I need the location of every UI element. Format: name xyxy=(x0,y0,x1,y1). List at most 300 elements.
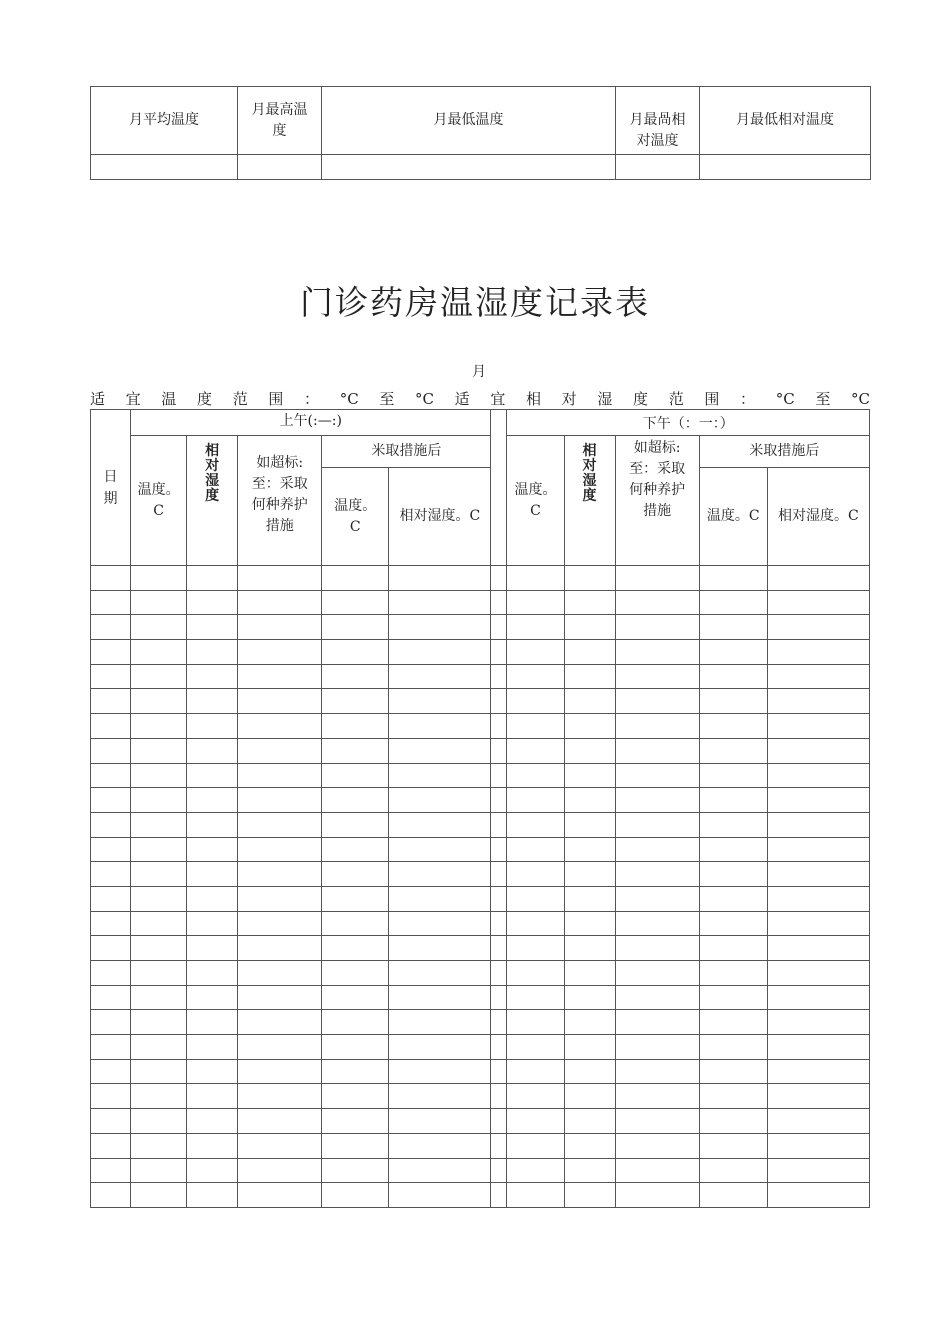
record-cell[interactable] xyxy=(91,862,131,887)
record-cell[interactable] xyxy=(507,1133,564,1158)
record-cell[interactable] xyxy=(238,590,322,615)
record-cell[interactable] xyxy=(699,615,767,640)
record-cell[interactable] xyxy=(131,763,187,788)
record-cell[interactable] xyxy=(507,1109,564,1134)
record-cell[interactable] xyxy=(238,936,322,961)
record-cell[interactable] xyxy=(187,812,238,837)
record-cell[interactable] xyxy=(699,1158,767,1183)
record-cell[interactable] xyxy=(767,812,869,837)
record-cell[interactable] xyxy=(238,1059,322,1084)
record-cell[interactable] xyxy=(131,1035,187,1060)
record-cell[interactable] xyxy=(187,961,238,986)
record-cell[interactable] xyxy=(564,886,615,911)
record-cell[interactable] xyxy=(615,812,699,837)
record-cell[interactable] xyxy=(238,862,322,887)
record-cell[interactable] xyxy=(131,862,187,887)
record-cell[interactable] xyxy=(187,788,238,813)
summary-cell[interactable] xyxy=(91,155,238,180)
record-cell[interactable] xyxy=(187,985,238,1010)
record-cell[interactable] xyxy=(238,738,322,763)
record-cell[interactable] xyxy=(615,911,699,936)
record-cell[interactable] xyxy=(389,615,491,640)
record-cell[interactable] xyxy=(699,862,767,887)
record-cell[interactable] xyxy=(699,788,767,813)
record-cell[interactable] xyxy=(564,714,615,739)
record-cell[interactable] xyxy=(389,936,491,961)
record-cell[interactable] xyxy=(507,936,564,961)
record-cell[interactable] xyxy=(767,1183,869,1208)
record-cell[interactable] xyxy=(699,1059,767,1084)
record-row xyxy=(91,862,870,887)
record-cell[interactable] xyxy=(615,886,699,911)
column-gap xyxy=(491,936,507,961)
record-cell[interactable] xyxy=(564,1109,615,1134)
record-cell[interactable] xyxy=(131,714,187,739)
record-cell[interactable] xyxy=(91,961,131,986)
record-cell[interactable] xyxy=(564,1035,615,1060)
record-cell[interactable] xyxy=(238,886,322,911)
record-cell[interactable] xyxy=(564,788,615,813)
record-cell[interactable] xyxy=(564,689,615,714)
record-cell[interactable] xyxy=(767,714,869,739)
record-cell[interactable] xyxy=(238,837,322,862)
record-cell[interactable] xyxy=(91,1183,131,1208)
record-cell[interactable] xyxy=(131,590,187,615)
record-cell[interactable] xyxy=(507,812,564,837)
record-cell[interactable] xyxy=(767,1133,869,1158)
record-cell[interactable] xyxy=(699,1133,767,1158)
record-cell[interactable] xyxy=(767,1109,869,1134)
record-cell[interactable] xyxy=(131,788,187,813)
record-cell[interactable] xyxy=(564,961,615,986)
record-cell[interactable] xyxy=(507,1059,564,1084)
record-cell[interactable] xyxy=(389,566,491,591)
record-cell[interactable] xyxy=(91,1035,131,1060)
record-cell[interactable] xyxy=(615,1158,699,1183)
record-cell[interactable] xyxy=(507,911,564,936)
record-cell[interactable] xyxy=(389,640,491,665)
record-cell[interactable] xyxy=(507,714,564,739)
record-cell[interactable] xyxy=(187,862,238,887)
record-cell[interactable] xyxy=(767,911,869,936)
record-cell[interactable] xyxy=(187,1133,238,1158)
record-cell[interactable] xyxy=(131,985,187,1010)
record-cell[interactable] xyxy=(389,714,491,739)
record-cell[interactable] xyxy=(238,689,322,714)
record-cell[interactable] xyxy=(389,1133,491,1158)
record-cell[interactable] xyxy=(187,936,238,961)
record-cell[interactable] xyxy=(507,1035,564,1060)
record-cell[interactable] xyxy=(699,566,767,591)
record-cell[interactable] xyxy=(91,837,131,862)
record-cell[interactable] xyxy=(131,1133,187,1158)
record-cell[interactable] xyxy=(91,640,131,665)
record-cell[interactable] xyxy=(699,812,767,837)
record-cell[interactable] xyxy=(187,886,238,911)
column-gap xyxy=(491,714,507,739)
record-cell[interactable] xyxy=(322,1158,389,1183)
record-cell[interactable] xyxy=(615,640,699,665)
record-cell[interactable] xyxy=(564,1158,615,1183)
record-cell[interactable] xyxy=(564,985,615,1010)
record-cell[interactable] xyxy=(389,837,491,862)
record-cell[interactable] xyxy=(131,911,187,936)
record-cell[interactable] xyxy=(187,1010,238,1035)
record-cell[interactable] xyxy=(131,837,187,862)
record-cell[interactable] xyxy=(564,763,615,788)
record-cell[interactable] xyxy=(238,763,322,788)
record-cell[interactable] xyxy=(322,689,389,714)
record-cell[interactable] xyxy=(767,689,869,714)
range-char: °C xyxy=(339,390,359,408)
record-cell[interactable] xyxy=(187,1084,238,1109)
record-cell[interactable] xyxy=(507,1010,564,1035)
record-cell[interactable] xyxy=(564,615,615,640)
record-cell[interactable] xyxy=(91,1084,131,1109)
record-cell[interactable] xyxy=(615,714,699,739)
record-cell[interactable] xyxy=(389,812,491,837)
record-cell[interactable] xyxy=(564,738,615,763)
record-cell[interactable] xyxy=(615,689,699,714)
record-cell[interactable] xyxy=(389,985,491,1010)
record-cell[interactable] xyxy=(507,1084,564,1109)
record-cell[interactable] xyxy=(322,911,389,936)
record-cell[interactable] xyxy=(238,812,322,837)
record-cell[interactable] xyxy=(767,664,869,689)
record-cell[interactable] xyxy=(91,812,131,837)
record-cell[interactable] xyxy=(238,1109,322,1134)
record-cell[interactable] xyxy=(131,738,187,763)
record-cell[interactable] xyxy=(187,1059,238,1084)
record-cell[interactable] xyxy=(322,985,389,1010)
record-cell[interactable] xyxy=(699,1035,767,1060)
record-cell[interactable] xyxy=(131,886,187,911)
record-cell[interactable] xyxy=(615,961,699,986)
record-cell[interactable] xyxy=(187,590,238,615)
record-cell[interactable] xyxy=(187,837,238,862)
record-cell[interactable] xyxy=(238,1035,322,1060)
record-cell[interactable] xyxy=(91,911,131,936)
summary-cell[interactable] xyxy=(616,155,700,180)
summary-header-max-humidity: 月最咼相对温度 xyxy=(616,87,700,155)
record-cell[interactable] xyxy=(615,615,699,640)
record-cell[interactable] xyxy=(322,1010,389,1035)
record-cell[interactable] xyxy=(131,1183,187,1208)
record-cell[interactable] xyxy=(507,1183,564,1208)
record-cell[interactable] xyxy=(187,1158,238,1183)
record-cell[interactable] xyxy=(187,1183,238,1208)
record-cell[interactable] xyxy=(131,615,187,640)
record-cell[interactable] xyxy=(564,862,615,887)
record-cell[interactable] xyxy=(767,1059,869,1084)
record-cell[interactable] xyxy=(767,936,869,961)
record-cell[interactable] xyxy=(389,1109,491,1134)
record-cell[interactable] xyxy=(615,1133,699,1158)
record-cell[interactable] xyxy=(238,1183,322,1208)
record-cell[interactable] xyxy=(131,1109,187,1134)
record-cell[interactable] xyxy=(322,1183,389,1208)
record-cell[interactable] xyxy=(389,763,491,788)
record-cell[interactable] xyxy=(564,590,615,615)
record-cell[interactable] xyxy=(699,911,767,936)
record-cell[interactable] xyxy=(507,763,564,788)
range-char: ： xyxy=(304,390,320,408)
record-cell[interactable] xyxy=(699,886,767,911)
record-cell[interactable] xyxy=(187,566,238,591)
record-cell[interactable] xyxy=(238,664,322,689)
record-cell[interactable] xyxy=(322,664,389,689)
record-cell[interactable] xyxy=(564,812,615,837)
record-cell[interactable] xyxy=(767,763,869,788)
record-cell[interactable] xyxy=(91,615,131,640)
record-cell[interactable] xyxy=(131,689,187,714)
record-cell[interactable] xyxy=(699,1010,767,1035)
record-cell[interactable] xyxy=(767,615,869,640)
record-cell[interactable] xyxy=(322,738,389,763)
record-cell[interactable] xyxy=(389,961,491,986)
record-cell[interactable] xyxy=(131,566,187,591)
record-cell[interactable] xyxy=(389,1010,491,1035)
record-cell[interactable] xyxy=(507,886,564,911)
record-cell[interactable] xyxy=(322,1059,389,1084)
record-cell[interactable] xyxy=(767,961,869,986)
record-cell[interactable] xyxy=(238,615,322,640)
record-cell[interactable] xyxy=(187,1109,238,1134)
record-cell[interactable] xyxy=(187,1035,238,1060)
record-cell[interactable] xyxy=(767,985,869,1010)
record-cell[interactable] xyxy=(322,812,389,837)
record-cell[interactable] xyxy=(389,1035,491,1060)
record-cell[interactable] xyxy=(767,590,869,615)
record-cell[interactable] xyxy=(615,985,699,1010)
record-cell[interactable] xyxy=(507,566,564,591)
record-cell[interactable] xyxy=(187,714,238,739)
record-cell[interactable] xyxy=(389,788,491,813)
record-cell[interactable] xyxy=(767,862,869,887)
record-cell[interactable] xyxy=(767,1158,869,1183)
record-cell[interactable] xyxy=(91,1158,131,1183)
record-cell[interactable] xyxy=(187,911,238,936)
record-cell[interactable] xyxy=(615,936,699,961)
record-cell[interactable] xyxy=(322,788,389,813)
record-cell[interactable] xyxy=(615,1084,699,1109)
record-cell[interactable] xyxy=(322,763,389,788)
record-cell[interactable] xyxy=(91,1010,131,1035)
record-cell[interactable] xyxy=(91,664,131,689)
record-cell[interactable] xyxy=(767,640,869,665)
record-cell[interactable] xyxy=(131,936,187,961)
record-cell[interactable] xyxy=(699,837,767,862)
record-cell[interactable] xyxy=(187,640,238,665)
record-cell[interactable] xyxy=(322,640,389,665)
record-cell[interactable] xyxy=(389,738,491,763)
record-cell[interactable] xyxy=(615,664,699,689)
record-cell[interactable] xyxy=(507,837,564,862)
summary-cell[interactable] xyxy=(238,155,322,180)
record-cell[interactable] xyxy=(322,936,389,961)
record-cell[interactable] xyxy=(507,615,564,640)
record-cell[interactable] xyxy=(615,738,699,763)
record-cell[interactable] xyxy=(91,1059,131,1084)
record-cell[interactable] xyxy=(91,788,131,813)
record-cell[interactable] xyxy=(564,664,615,689)
record-cell[interactable] xyxy=(389,886,491,911)
record-cell[interactable] xyxy=(91,763,131,788)
record-cell[interactable] xyxy=(507,738,564,763)
afternoon-after-temp-header: 温度。C xyxy=(699,468,767,566)
record-cell[interactable] xyxy=(699,763,767,788)
record-cell[interactable] xyxy=(564,1010,615,1035)
record-cell[interactable] xyxy=(238,1133,322,1158)
record-cell[interactable] xyxy=(507,1158,564,1183)
record-cell[interactable] xyxy=(238,911,322,936)
record-cell[interactable] xyxy=(91,936,131,961)
record-cell[interactable] xyxy=(131,1059,187,1084)
record-cell[interactable] xyxy=(91,738,131,763)
record-cell[interactable] xyxy=(187,763,238,788)
record-cell[interactable] xyxy=(131,1084,187,1109)
record-cell[interactable] xyxy=(767,788,869,813)
record-cell[interactable] xyxy=(238,640,322,665)
record-cell[interactable] xyxy=(322,1084,389,1109)
record-cell[interactable] xyxy=(699,1084,767,1109)
record-cell[interactable] xyxy=(238,985,322,1010)
record-cell[interactable] xyxy=(615,1010,699,1035)
record-cell[interactable] xyxy=(322,1035,389,1060)
record-cell[interactable] xyxy=(615,1109,699,1134)
record-cell[interactable] xyxy=(322,566,389,591)
record-cell[interactable] xyxy=(767,1010,869,1035)
record-cell[interactable] xyxy=(564,1059,615,1084)
record-cell[interactable] xyxy=(322,615,389,640)
record-cell[interactable] xyxy=(767,837,869,862)
record-cell[interactable] xyxy=(91,886,131,911)
record-cell[interactable] xyxy=(389,1158,491,1183)
record-cell[interactable] xyxy=(507,862,564,887)
record-cell[interactable] xyxy=(322,590,389,615)
record-cell[interactable] xyxy=(322,862,389,887)
record-cell[interactable] xyxy=(615,590,699,615)
record-cell[interactable] xyxy=(564,936,615,961)
record-cell[interactable] xyxy=(322,1109,389,1134)
record-cell[interactable] xyxy=(767,886,869,911)
record-cell[interactable] xyxy=(615,1035,699,1060)
record-cell[interactable] xyxy=(615,763,699,788)
record-cell[interactable] xyxy=(91,985,131,1010)
record-cell[interactable] xyxy=(91,1133,131,1158)
record-cell[interactable] xyxy=(389,689,491,714)
record-cell[interactable] xyxy=(564,640,615,665)
record-cell[interactable] xyxy=(507,961,564,986)
record-cell[interactable] xyxy=(699,689,767,714)
record-cell[interactable] xyxy=(131,640,187,665)
record-cell[interactable] xyxy=(699,590,767,615)
record-cell[interactable] xyxy=(615,862,699,887)
record-cell[interactable] xyxy=(615,566,699,591)
record-cell[interactable] xyxy=(507,664,564,689)
record-cell[interactable] xyxy=(389,1059,491,1084)
record-cell[interactable] xyxy=(767,566,869,591)
record-cell[interactable] xyxy=(699,961,767,986)
record-cell[interactable] xyxy=(131,812,187,837)
record-cell[interactable] xyxy=(238,566,322,591)
record-cell[interactable] xyxy=(507,590,564,615)
record-cell[interactable] xyxy=(615,1183,699,1208)
record-cell[interactable] xyxy=(699,1109,767,1134)
record-cell[interactable] xyxy=(389,664,491,689)
record-cell[interactable] xyxy=(389,911,491,936)
record-cell[interactable] xyxy=(615,788,699,813)
morning-after-temp-header: 温度。C xyxy=(322,468,389,566)
summary-cell[interactable] xyxy=(322,155,616,180)
record-cell[interactable] xyxy=(131,961,187,986)
record-cell[interactable] xyxy=(699,664,767,689)
summary-cell[interactable] xyxy=(700,155,871,180)
record-cell[interactable] xyxy=(131,1158,187,1183)
record-cell[interactable] xyxy=(238,1084,322,1109)
record-cell[interactable] xyxy=(187,615,238,640)
record-cell[interactable] xyxy=(507,689,564,714)
record-cell[interactable] xyxy=(91,1109,131,1134)
record-cell[interactable] xyxy=(615,837,699,862)
record-cell[interactable] xyxy=(322,886,389,911)
record-cell[interactable] xyxy=(767,1084,869,1109)
record-cell[interactable] xyxy=(564,566,615,591)
record-cell[interactable] xyxy=(564,1133,615,1158)
record-cell[interactable] xyxy=(322,961,389,986)
record-cell[interactable] xyxy=(767,738,869,763)
record-cell[interactable] xyxy=(389,1084,491,1109)
record-cell[interactable] xyxy=(564,1084,615,1109)
record-cell[interactable] xyxy=(91,590,131,615)
record-cell[interactable] xyxy=(238,788,322,813)
record-cell[interactable] xyxy=(131,664,187,689)
record-cell[interactable] xyxy=(564,1183,615,1208)
record-cell[interactable] xyxy=(507,788,564,813)
record-cell[interactable] xyxy=(187,738,238,763)
record-cell[interactable] xyxy=(389,862,491,887)
record-cell[interactable] xyxy=(767,1035,869,1060)
record-cell[interactable] xyxy=(187,689,238,714)
record-cell[interactable] xyxy=(699,936,767,961)
record-cell[interactable] xyxy=(615,1059,699,1084)
record-cell[interactable] xyxy=(238,1010,322,1035)
record-cell[interactable] xyxy=(699,640,767,665)
record-cell[interactable] xyxy=(91,689,131,714)
record-cell[interactable] xyxy=(389,1183,491,1208)
record-cell[interactable] xyxy=(699,985,767,1010)
record-cell[interactable] xyxy=(507,640,564,665)
record-cell[interactable] xyxy=(91,714,131,739)
record-cell[interactable] xyxy=(322,1133,389,1158)
record-cell[interactable] xyxy=(699,1183,767,1208)
record-cell[interactable] xyxy=(238,1158,322,1183)
record-cell[interactable] xyxy=(507,985,564,1010)
record-cell[interactable] xyxy=(187,664,238,689)
record-cell[interactable] xyxy=(564,837,615,862)
record-cell[interactable] xyxy=(322,714,389,739)
record-cell[interactable] xyxy=(699,738,767,763)
record-cell[interactable] xyxy=(238,714,322,739)
record-cell[interactable] xyxy=(238,961,322,986)
record-cell[interactable] xyxy=(91,566,131,591)
summary-header-min-humidity: 月最低相对温度 xyxy=(700,87,871,155)
record-cell[interactable] xyxy=(389,590,491,615)
record-cell[interactable] xyxy=(131,1010,187,1035)
record-cell[interactable] xyxy=(564,911,615,936)
record-cell[interactable] xyxy=(699,714,767,739)
record-cell[interactable] xyxy=(322,837,389,862)
